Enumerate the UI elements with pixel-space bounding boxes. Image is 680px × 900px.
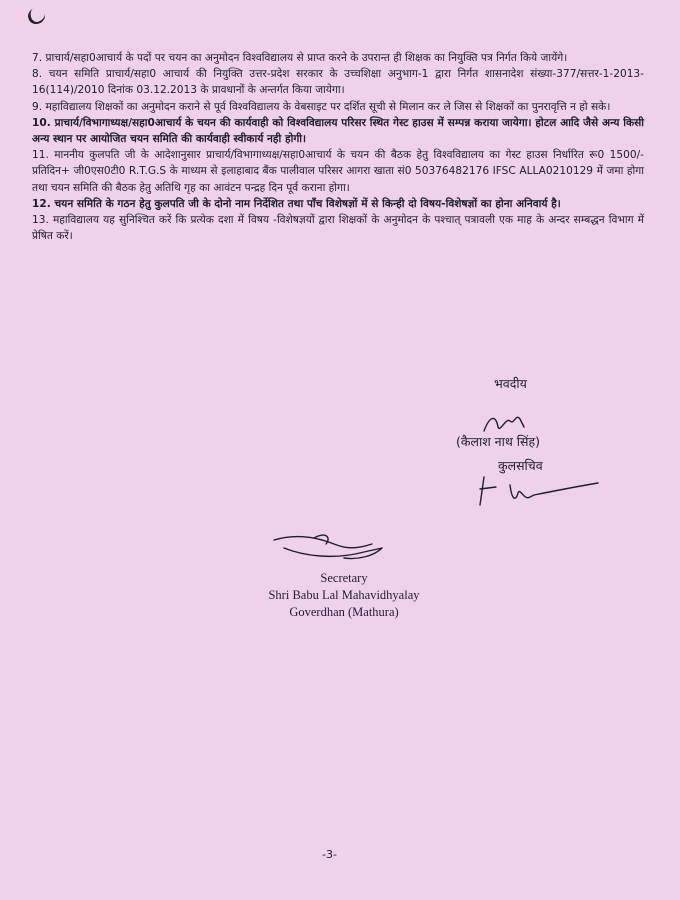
signatory-designation: कुलसचिव	[498, 458, 543, 473]
closing-text: भवदीय	[494, 376, 527, 391]
clause-8: 8. चयन समिति प्राचार्य/सहा0 आचार्य की नियुक्ति उत्तर-प्रदेश सरकार के उच्चशिक्षा अनुभाग-1 द्वारा निर्गत शासनादेश संख्या-377/सत्तर-1-2013-16(114)/2010 दिनांक 03.12.2013 के प्रावधानों के अन्तर्गत किया जायेगा।	[32, 68, 644, 97]
stamp-location: Goverdhan (Mathura)	[289, 605, 399, 619]
clause-7: 7. प्राचार्य/सहा0आचार्य के पदों पर चयन का अनुमोदन विश्वविद्यालय से प्राप्त करने के उपरान्त ही शिक्षक का नियुक्ति पत्र निर्गत किये जायेंगे।	[32, 52, 568, 64]
stamp-institution: Shri Babu Lal Mahavidhyalay	[268, 588, 420, 602]
clause-12: 12. चयन समिति के गठन हेतु कुलपति जी के दोनो नाम निर्देशित तथा पाँच विशेषज्ञों में से किन्ही दो विषय-विशेषज्ञों का होना अनिवार्य है।	[32, 197, 561, 210]
registrar-signature	[474, 471, 614, 511]
secretary-signature	[254, 530, 394, 570]
page-number: -3-	[322, 848, 337, 861]
stamp-title: Secretary	[320, 571, 368, 585]
clause-11: 11. माननीय कुलपति जी के आदेशानुसार प्राचार्य/विभागाध्यक्ष/सहा0आचार्य के चयन की बैठक हेतु विश्वविद्यालय का गेस्ट हाउस निर्धारित रू0 1500/-प्रतिदिन+ जी0एस0टी0 R.T.G.S के माध्यम से इलाहाबाद बैंक पालीवाल परिसर आगरा खाता सं0 50376482176 IFSC ALLA0210129 में जमा होगा तथा चयन समिति की बैठक हेतु अतिथि गृह का आवंटन पन्द्रह दिन पूर्व कराना होगा।	[32, 149, 644, 194]
clause-13: 13. महाविद्यालय यह सुनिश्चित करें कि प्रत्येक दशा में विषय -विशेषज्ञयों द्वारा शिक्षकों के अनुमोदन के पश्चात् पत्रावली एक माह के अन्दर सम्बद्धन विभाग में प्रेषित करें।	[32, 214, 644, 243]
signatory-name: (कैलाश नाथ सिंह)	[456, 434, 541, 449]
punch-hole-mark	[26, 6, 47, 27]
clause-9: 9. महाविद्यालय शिक्षकों का अनुमोदन कराने से पूर्व विश्वविद्यालय के वेबसाइट पर दर्शित सूची से मिलान कर ले जिस से शिक्षकों का पुनरावृत्ति न हो सके।	[32, 100, 611, 113]
clause-10: 10. प्राचार्य/विभागाध्यक्ष/सहा0आचार्य के चयन की कार्यवाही को विश्वविद्यालय परिसर स्थित गेस्ट हाउस में सम्पन्न कराया जायेगा। होटल आदि जैसे अन्य किसी अन्य स्थान पर आयोजित चयन समिति की कार्यवाही स्वीकार्य नही होगी।	[32, 116, 644, 146]
letter-body	[32, 50, 644, 244]
